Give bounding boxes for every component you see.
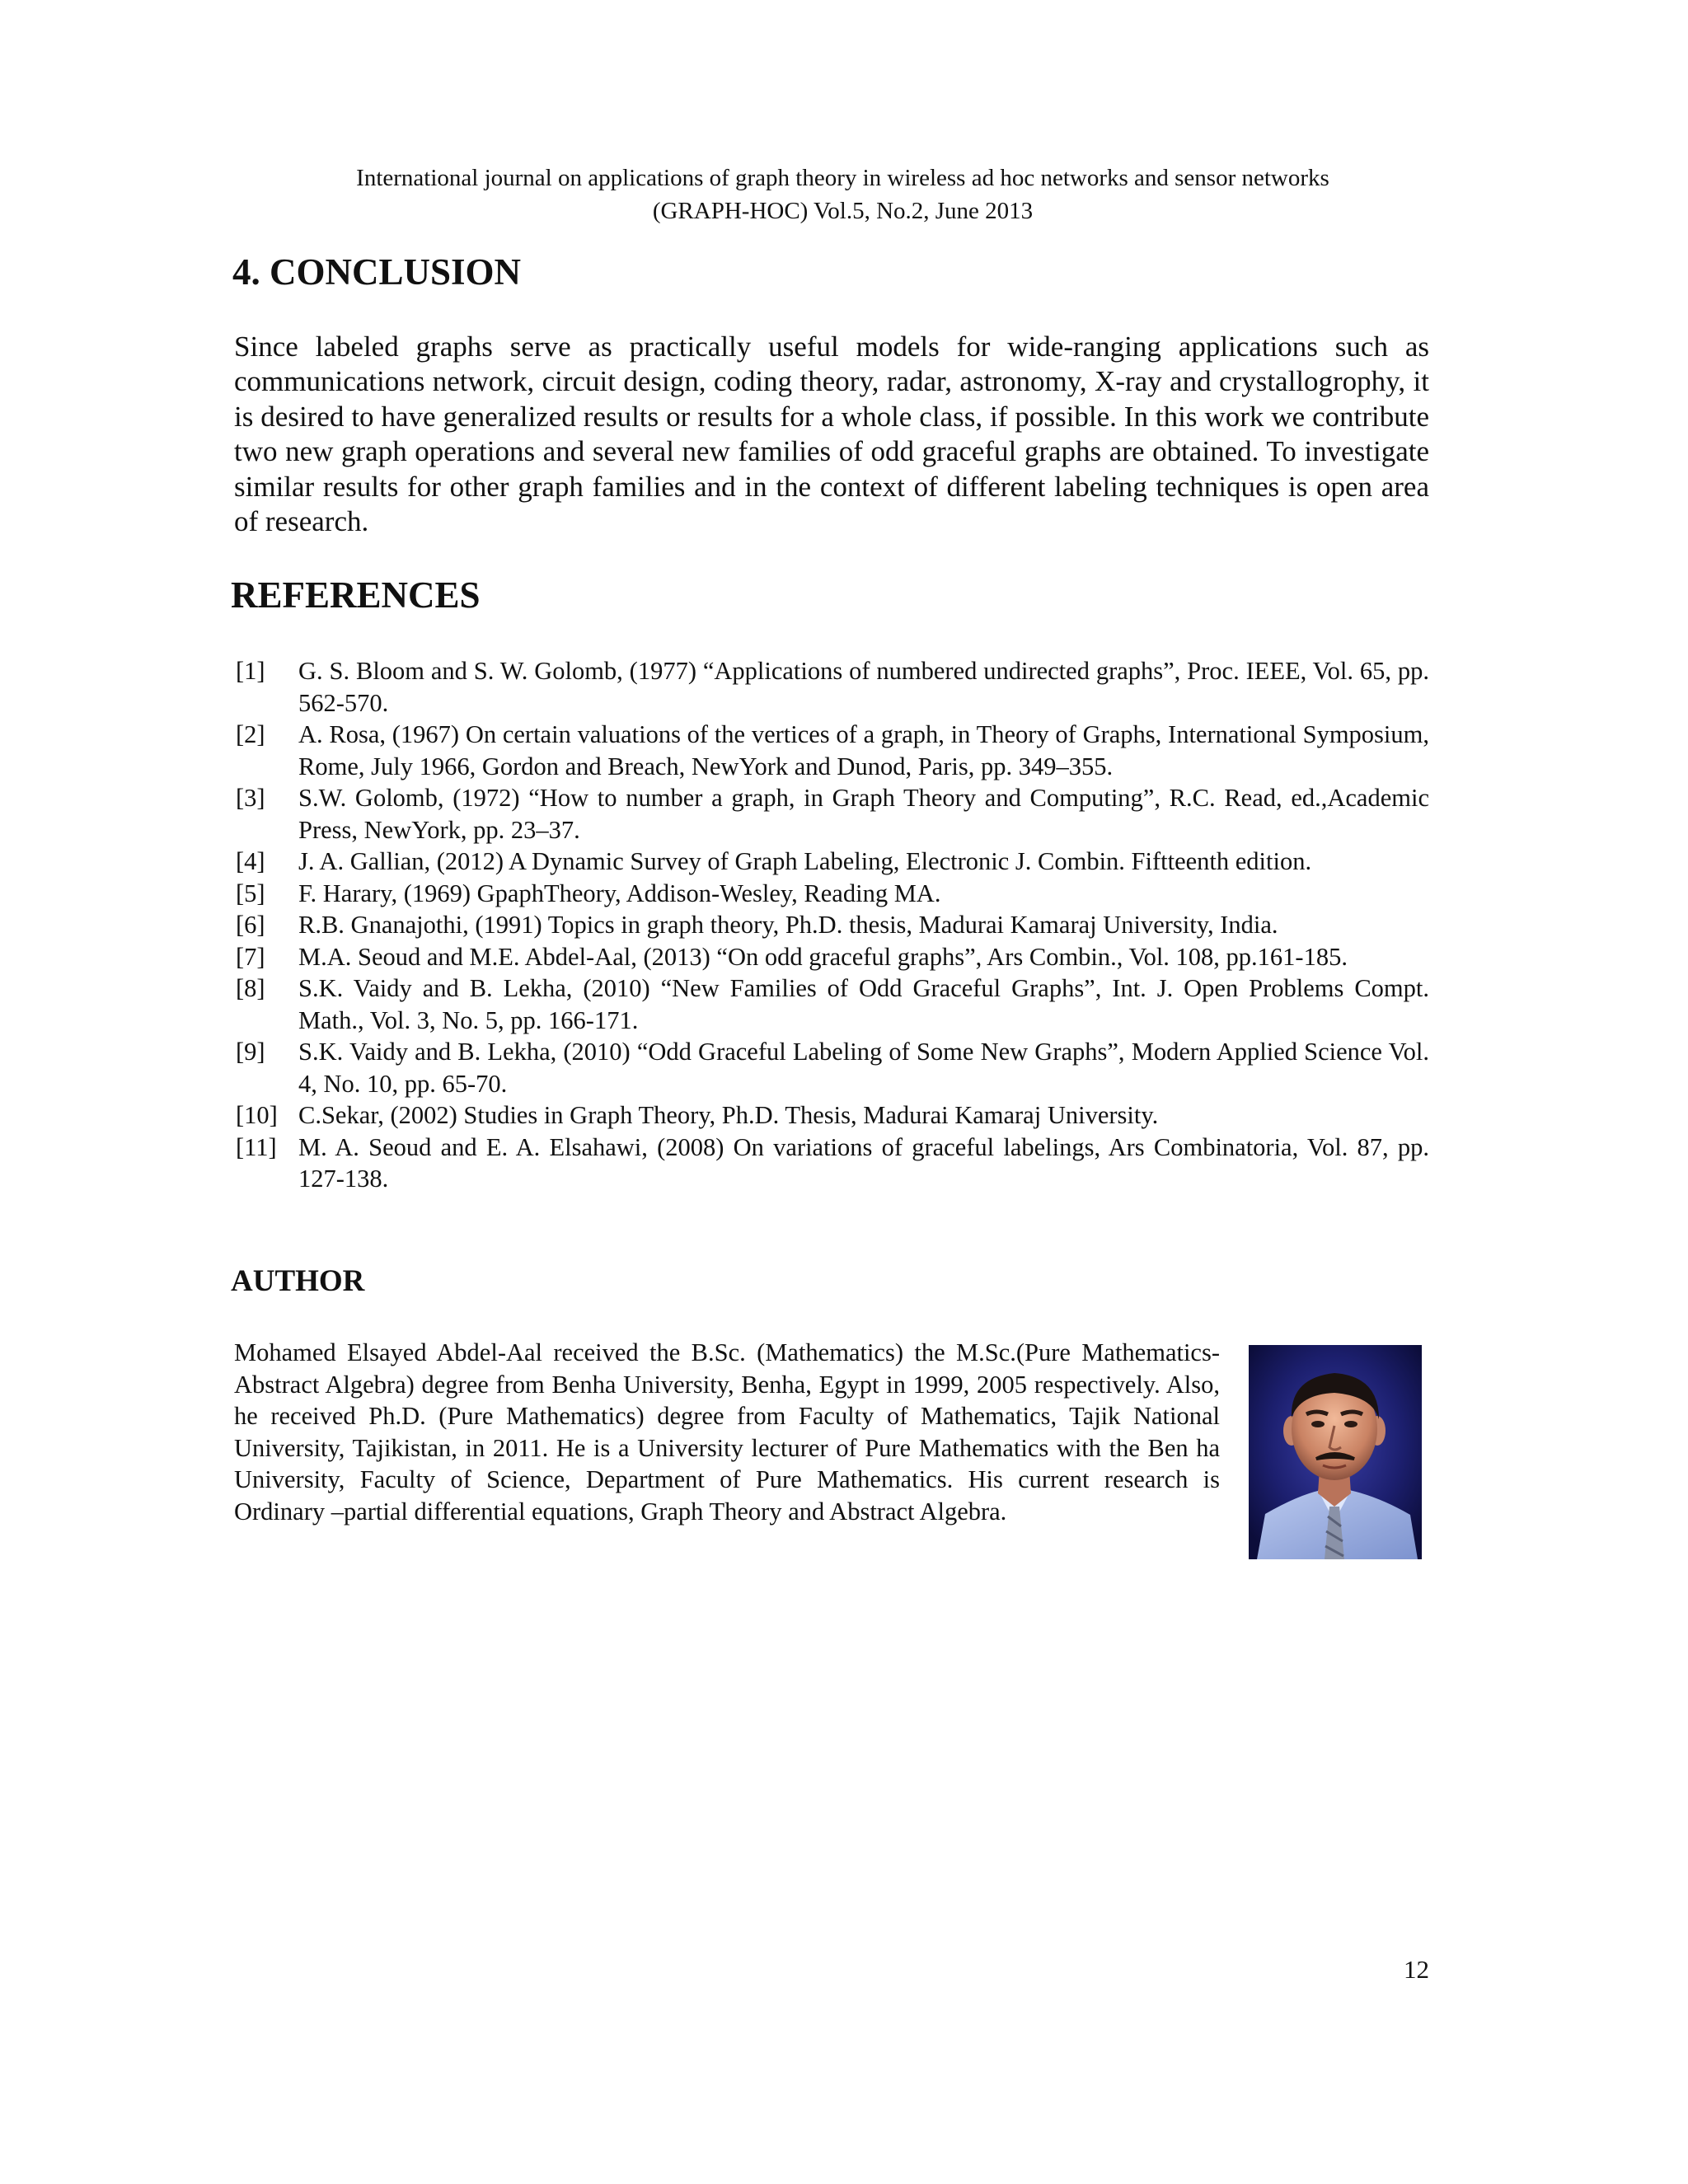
reference-text: M.A. Seoud and M.E. Abdel-Aal, (2013) “On odd graceful graphs”, Ars Combin., Vol. 108, pp.161-185.: [298, 942, 1348, 971]
running-header: [231, 162, 1455, 227]
reference-text: S.K. Vaidy and B. Lekha, (2010) “Odd Graceful Labeling of Some New Graphs”, Modern Applied Science Vol. 4, No. 10, pp. 65-70.: [298, 1038, 1429, 1098]
reference-text: A. Rosa, (1967) On certain valuations of the vertices of a graph, in Theory of Graphs, International Symposium, Rome, July 1966, Gordon and Breach, NewYork and Dunod, Paris, pp. 349–355.: [298, 720, 1429, 780]
reference-item: [232, 878, 1429, 910]
reference-number: [2]: [236, 720, 265, 748]
author-heading: AUTHOR: [231, 1264, 365, 1298]
reference-item: [232, 909, 1429, 941]
reference-item: [232, 655, 1429, 719]
reference-number: [11]: [236, 1132, 277, 1161]
reference-text: M. A. Seoud and E. A. Elsahawi, (2008) On variations of graceful labelings, Ars Combinatoria, Vol. 87, pp. 127-138.: [298, 1132, 1429, 1193]
reference-item: [232, 1036, 1429, 1099]
reference-text: C.Sekar, (2002) Studies in Graph Theory, Ph.D. Thesis, Madurai Kamaraj University.: [298, 1101, 1159, 1129]
journal-issue-line: (GRAPH-HOC) Vol.5, No.2, June 2013: [652, 198, 1034, 224]
reference-text: F. Harary, (1969) GpaphTheory, Addison-Wesley, Reading MA.: [298, 879, 941, 907]
reference-item: [232, 1132, 1429, 1195]
reference-number: [8]: [236, 974, 265, 1002]
reference-text: S.W. Golomb, (1972) “How to number a graph, in Graph Theory and Computing”, R.C. Read, ed.,Academic Press, NewYork, pp. 23–37.: [298, 784, 1429, 844]
reference-number: [3]: [236, 784, 265, 812]
journal-title-line: International journal on applications of graph theory in wireless ad hoc networks and sensor networks: [356, 165, 1329, 191]
reference-list: [232, 655, 1429, 1195]
reference-text: S.K. Vaidy and B. Lekha, (2010) “New Families of Odd Graceful Graphs”, Int. J. Open Problems Compt. Math., Vol. 3, No. 5, pp. 166-171.: [298, 974, 1429, 1034]
reference-item: [232, 782, 1429, 846]
author-photo: [1249, 1345, 1422, 1559]
reference-number: [10]: [236, 1101, 278, 1129]
reference-number: [5]: [236, 879, 265, 907]
conclusion-paragraph: Since labeled graphs serve as practically useful models for wide-ranging applications such as communications network, circuit design, coding theory, radar, astronomy, X-ray and crystallogrophy, it is desired to have generalized results or results for a whole class, if possible. In this work we contribute two new graph operations and several new families of odd graceful graphs are obtained. To investigate similar results for other graph families and in the context of different labeling techniques is open area of research.: [234, 330, 1429, 538]
reference-number: [9]: [236, 1038, 265, 1066]
reference-number: [1]: [236, 657, 265, 685]
reference-number: [7]: [236, 942, 265, 971]
reference-text: J. A. Gallian, (2012) A Dynamic Survey of Graph Labeling, Electronic J. Combin. Fiftteenth edition.: [298, 847, 1312, 875]
page-number: 12: [1404, 1955, 1429, 1984]
conclusion-heading: 4. CONCLUSION: [232, 251, 522, 293]
reference-item: [232, 941, 1429, 973]
reference-text: R.B. Gnanajothi, (1991) Topics in graph theory, Ph.D. thesis, Madurai Kamaraj University, India.: [298, 911, 1278, 939]
references-heading: REFERENCES: [231, 574, 481, 616]
reference-number: [6]: [236, 911, 265, 939]
reference-item: [232, 1099, 1429, 1132]
author-portrait-icon: [1249, 1345, 1422, 1559]
reference-text: G. S. Bloom and S. W. Golomb, (1977) “Applications of numbered undirected graphs”, Proc. IEEE, Vol. 65, pp. 562-570.: [298, 657, 1429, 717]
reference-number: [4]: [236, 847, 265, 875]
reference-item: [232, 972, 1429, 1036]
reference-item: [232, 846, 1429, 878]
author-biography: Mohamed Elsayed Abdel-Aal received the B.Sc. (Mathematics) the M.Sc.(Pure Mathematics-Abstract Algebra) degree from Benha University, Benha, Egypt in 1999, 2005 respectively. Also, he received Ph.D. (Pure Mathematics) degree from Faculty of Mathematics, Tajik National University, Tajikistan, in 2011. He is a University lecturer of Pure Mathematics with the Ben ha University, Faculty of Science, Department of Pure Mathematics. His current research is Ordinary –partial differential equations, Graph Theory and Abstract Algebra.: [234, 1338, 1220, 1526]
reference-item: [232, 719, 1429, 782]
